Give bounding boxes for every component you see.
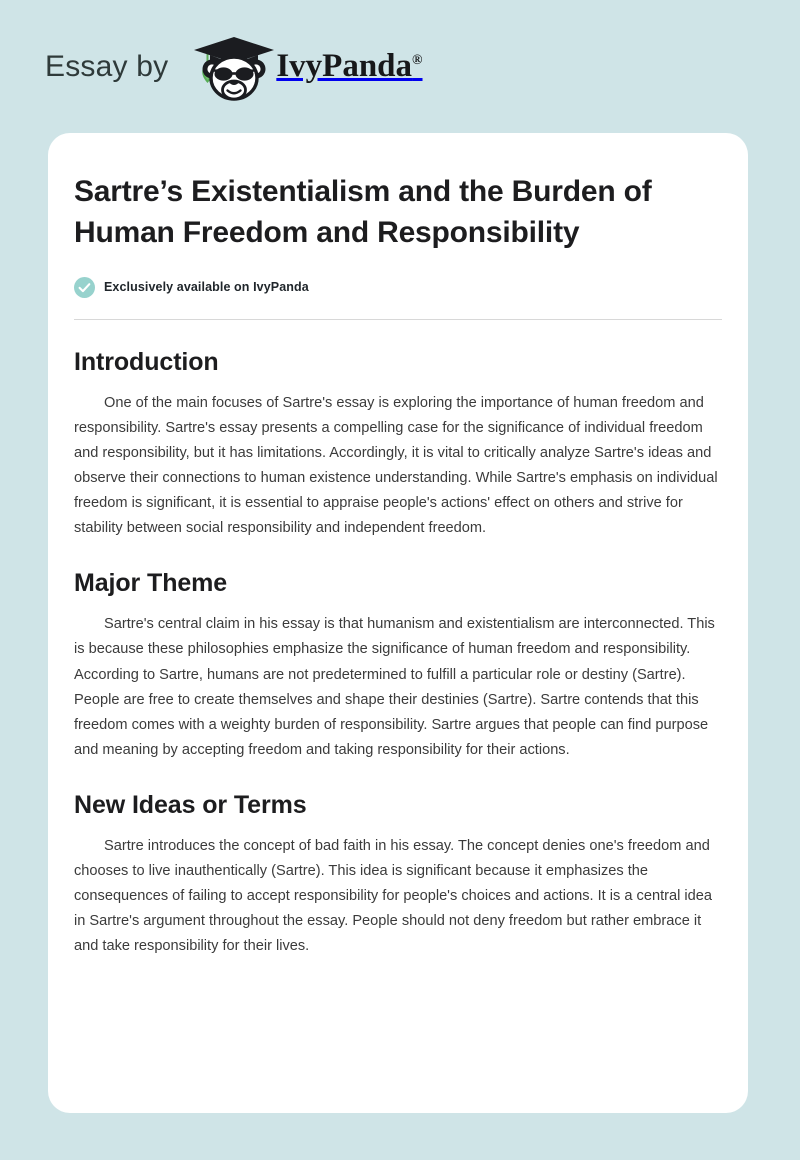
section-new-ideas-or-terms <box>74 791 722 959</box>
document-card <box>48 133 748 1113</box>
page-title: Sartre’s Existentialism and the Burden of Human Freedom and Responsibility <box>74 175 652 250</box>
section-heading: Major Theme <box>74 569 228 598</box>
section-paragraph: One of the main focuses of Sartre's essay is exploring the importance of human freedom and responsibility. Sartre's essay presents a compelling case for the significance of individual freedom and responsibility, but it has limitations. Accordingly, it is vital to critically analyze Sartre's ideas and observe their connections to human existence understanding. While Sartre's emphasis on individual freedom is significant, it is essential to appraise people's actions' effect on others and strive for stability between social responsibility and independent freedom. <box>74 394 718 537</box>
section-paragraph: Sartre's central claim in his essay is that humanism and existentialism are interconnected. This is because these philosophies emphasize the significance of human freedom and responsibility. According to Sartre, humans are not predetermined to fulfill a particular role or destiny (Sartre). People are free to create themselves and shape their destinies (Sartre). Sartre contends that this freedom comes with a weighty burden of responsibility. Sartre argues that people can find purpose and meaning by accepting freedom and taking responsibility for their actions. <box>74 616 715 758</box>
check-circle-icon <box>74 277 95 298</box>
essay-by-label: Essay by <box>45 49 169 83</box>
ivypanda-logo[interactable] <box>186 33 422 101</box>
header-divider <box>74 319 722 320</box>
panda-graduate-icon <box>186 33 282 101</box>
section-paragraph: Sartre introduces the concept of bad faith in his essay. The concept denies one's freedom and chooses to live inauthentically (Sartre). This idea is significant because it emphasizes the consequences of failing to accept responsibility for people's choices and actions. It is a central idea in Sartre's argument throughout the essay. People should not deny freedom but rather embrace it and take responsibility for their lives. <box>74 837 712 955</box>
registered-mark: ® <box>412 53 423 68</box>
status-badge-label: Exclusively available on IvyPanda <box>104 280 309 295</box>
section-major-theme <box>74 569 722 763</box>
brand-header <box>0 0 800 133</box>
section-heading: Introduction <box>74 347 219 376</box>
status-badge <box>74 277 722 298</box>
wordmark-text: IvyPanda <box>276 48 413 84</box>
ivypanda-wordmark <box>276 48 422 85</box>
section-heading: New Ideas or Terms <box>74 790 307 819</box>
section-introduction <box>74 348 722 542</box>
